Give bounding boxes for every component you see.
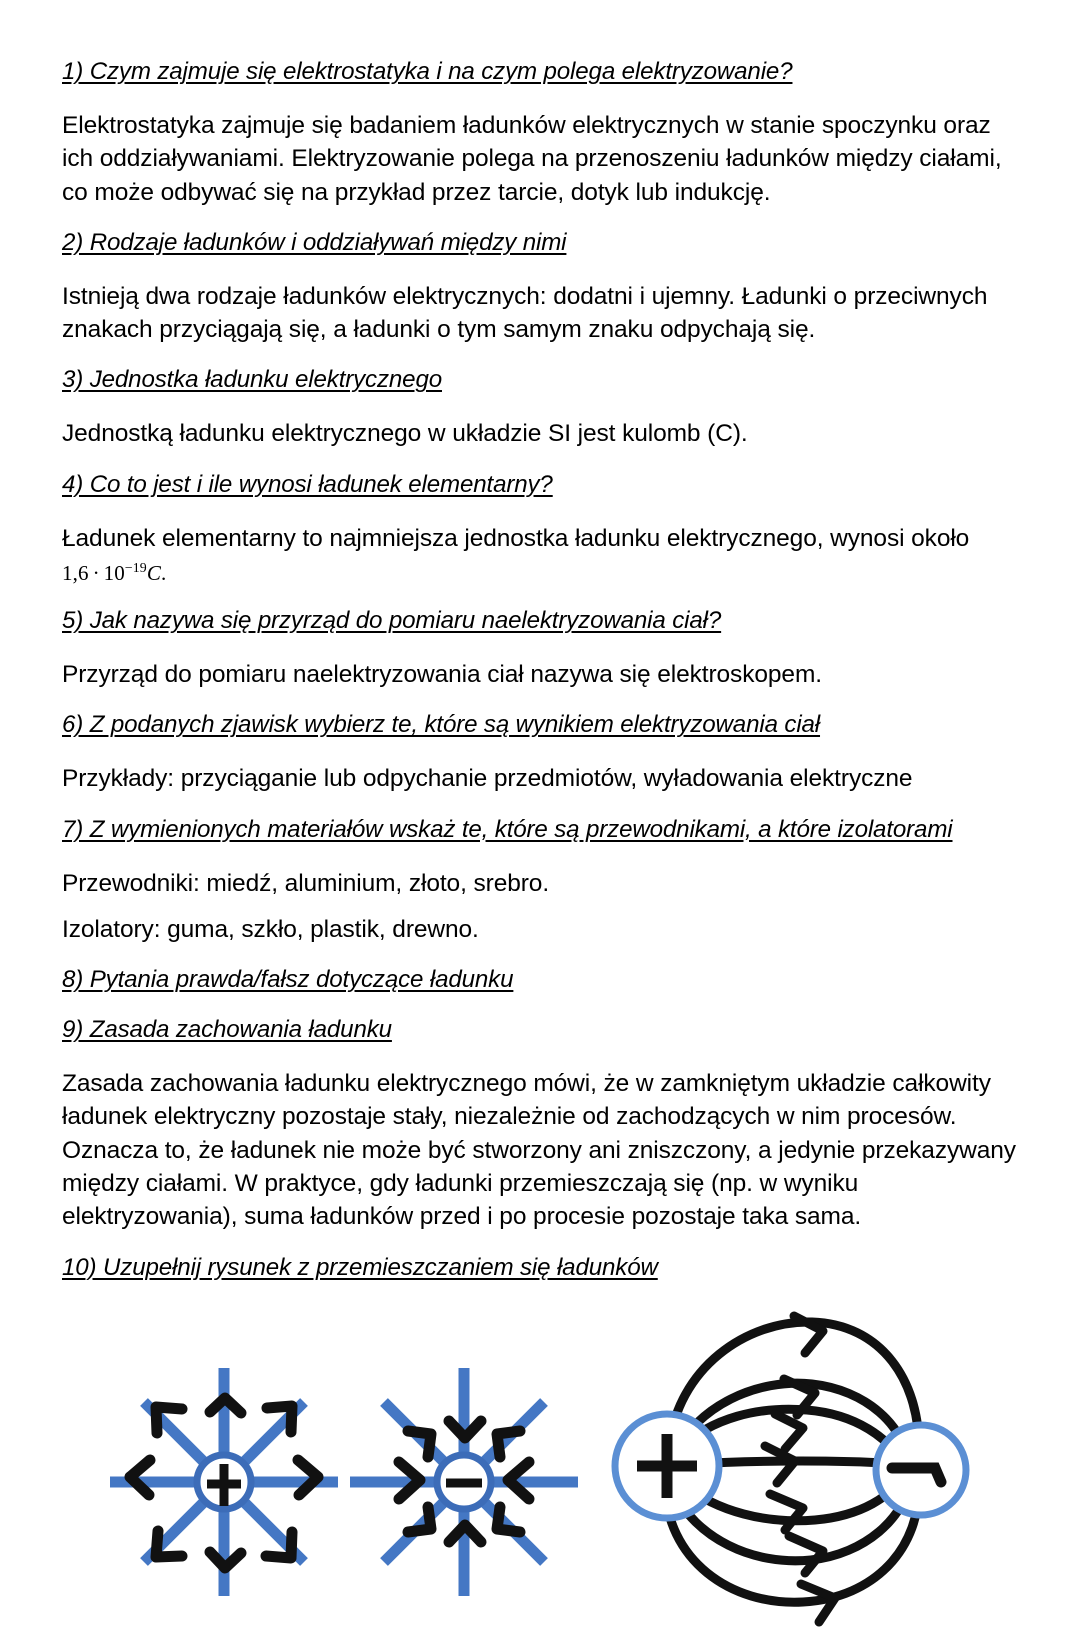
- formula-terminator: .: [160, 560, 167, 585]
- question-heading-4: 4) Co to jest i ile wynosi ładunek elementarny?: [62, 470, 553, 498]
- question-heading-1: 1) Czym zajmuje się elektrostatyka i na czym polega elektryzowanie?: [62, 58, 793, 85]
- question-heading-10: 10) Uzupełnij rysunek z przemieszczaniem się ładunków: [62, 1253, 658, 1281]
- question-heading-8: 8) Pytania prawda/fałsz dotyczące ładunku: [62, 966, 514, 994]
- question-heading-7: 7) Z wymienionych materiałów wskaż te, które są przewodnikami, a które izolatorami: [62, 815, 953, 843]
- answer-text-4: Ładunek elementarny to najmniejsza jednostka ładunku elektrycznego, wynosi około: [62, 524, 970, 552]
- formula-base: 10: [103, 560, 125, 585]
- answer-text-7-insulators: Izolatory: guma, szkło, plastik, drewno.: [62, 915, 479, 943]
- question-heading-9: 9) Zasada zachowania ładunku: [62, 1016, 392, 1044]
- figure-negative-charge: [342, 1360, 587, 1605]
- answer-text-9: Zasada zachowania ładunku elektrycznego mówi, że w zamkniętym układzie całkowity ładunek elektryczny pozostaje stały, niezależnie od zachodzących w nim procesów. Oznacza to, że ładunek nie może być stworzony ani zniszczony, a jedynie przekazywany między ciałami. W praktyce, gdy ładunki przemieszczają się (np. w wyniku elektryzowania), suma ładunków przed i po procesie pozostaje taka sama.: [62, 1069, 1016, 1231]
- question-heading-5: 5) Jak nazywa się przyrząd do pomiaru naelektryzowania ciał?: [62, 607, 722, 635]
- question-heading-2: 2) Rodzaje ładunków i oddziaływań między nimi: [62, 228, 567, 256]
- formula-exponent: −19: [124, 559, 147, 575]
- question-heading-6: 6) Z podanych zjawisk wybierz te, które są wynikiem elektryzowania ciał: [62, 711, 821, 739]
- figure-dipole: [607, 1298, 1007, 1628]
- answer-text-5: Przyrząd do pomiaru naelektryzowania ciał nazywa się elektroskopem.: [62, 661, 822, 689]
- formula-mantissa: 1,6: [62, 560, 89, 585]
- answer-text-1: Elektrostatyka zajmuje się badaniem ładunków elektrycznych w stanie spoczynku oraz ich oddziaływaniami. Elektryzowanie polega na przenoszeniu ładunków między ciałami, co może odbywać się na przykład przez tarcie, dotyk lub indukcję.: [62, 111, 1002, 206]
- answer-text-7-conductors: Przewodniki: miedź, aluminium, złoto, srebro.: [62, 869, 550, 897]
- answer-text-2: Istnieją dwa rodzaje ładunków elektrycznych: dodatni i ujemny. Ładunki o przeciwnych znakach przyciągają się, a ładunki o tym samym znaku odpychają się.: [62, 282, 988, 344]
- field-line-figures: [62, 1298, 1062, 1628]
- formula-operator: ·: [92, 560, 100, 585]
- answer-text-6: Przykłady: przyciąganie lub odpychanie przedmiotów, wyładowania elektryczne: [62, 765, 913, 793]
- formula-unit: C: [146, 560, 161, 585]
- dipole-arrowheads: [765, 1316, 835, 1622]
- question-heading-3: 3) Jednostka ładunku elektrycznego: [62, 366, 442, 394]
- figure-positive-charge: [102, 1360, 347, 1605]
- elementary-charge-formula: [62, 559, 1018, 587]
- answer-text-3: Jednostką ładunku elektrycznego w układzie SI jest kulomb (C).: [62, 420, 748, 448]
